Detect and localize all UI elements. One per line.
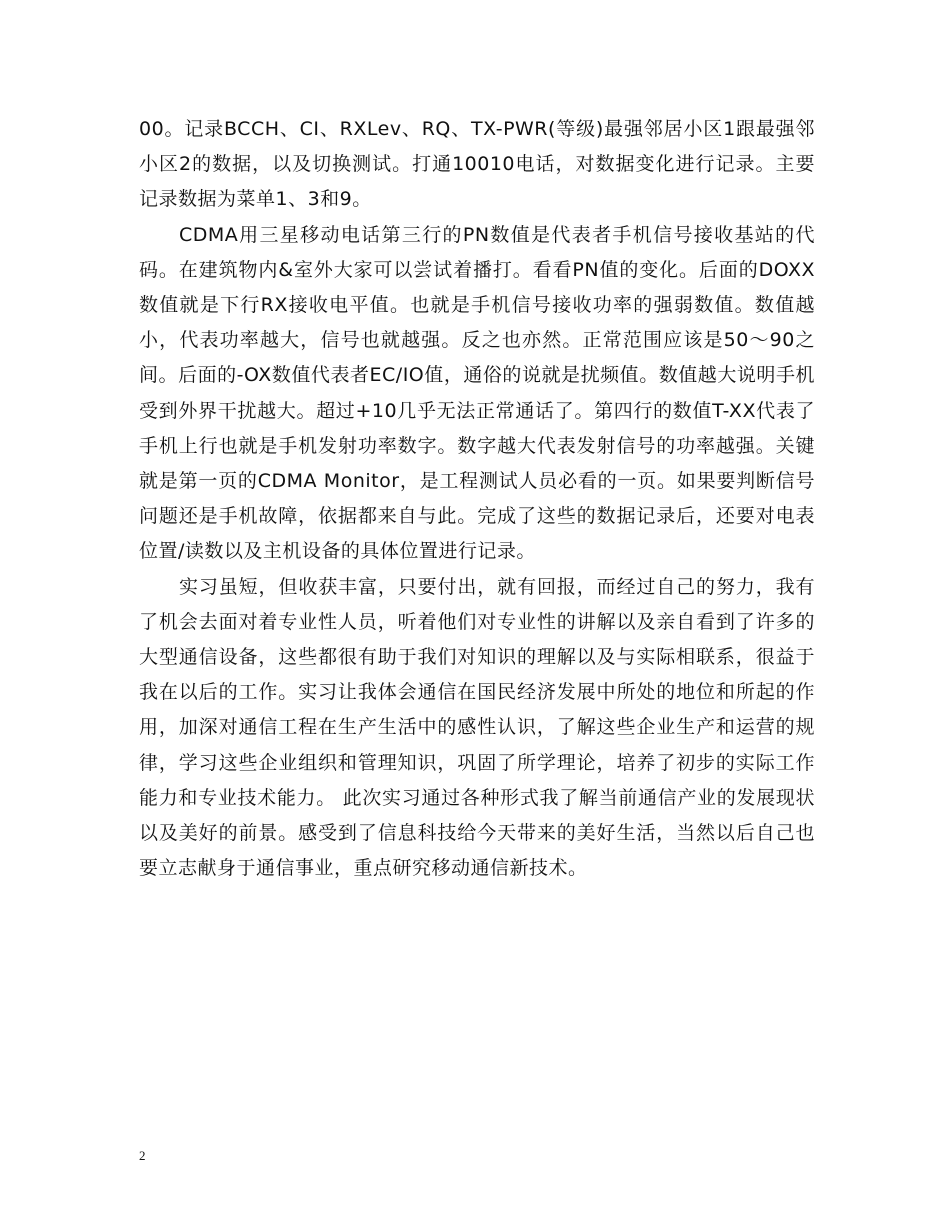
paragraph-internship-summary: 实习虽短，但收获丰富，只要付出，就有回报，而经过自己的努力，我有了机会去面对着专业性人员，听着他们对专业性的讲解以及亲自看到了许多的大型通信设备，这些都很有助于我们对知识的理解以及与实际相联系，很益于我在以后的工作。实习让我体会通信在国民经济发展中所处的地位和所起的作用，加深对通信工程在生产生活中的感性认识，了解这些企业生产和运营的规律，学习这些企业组织和管理知识，巩固了所学理论，培养了初步的实际工作能力和专业技术能力。 此次实习通过各种形式我了解当前通信产业的发展现状以及美好的前景。感受到了信息科技给今天带来的美好生活，当然以后自己也要立志献身于通信事业，重点研究移动通信新技术。 <box>139 575 815 880</box>
page-number: 2 <box>139 1148 146 1163</box>
paragraph-continuation: 00。记录BCCH、CI、RXLev、RQ、TX-PWR(等级)最强邻居小区1跟最强邻小区2的数据，以及切换测试。打通10010电话，对数据变化进行记录。主要记录数据为菜单1、3和9。 <box>139 118 815 211</box>
paragraph-cdma-monitor: CDMA用三星移动电话第三行的PN数值是代表者手机信号接收基站的代码。在建筑物内&室外大家可以尝试着播打。看看PN值的变化。后面的DOXX数值就是下行RX接收电平值。也就是手机信号接收功率的强弱数值。数值越小，代表功率越大，信号也就越强。反之也亦然。正常范围应该是50～90之间。后面的-OX数值代表者EC/IO值，通俗的说就是扰频值。数值越大说明手机受到外界干扰越大。超过+10几乎无法正常通话了。第四行的数值T-XX代表了手机上行也就是手机发射功率数字。数字越大代表发射信号的功率越强。关键就是第一页的CDMA Monitor，是工程测试人员必看的一页。如果要判断信号问题还是手机故障，依据都来自与此。完成了这些的数据记录后，还要对电表位置/读数以及主机设备的具体位置进行记录。 <box>139 223 815 563</box>
document-body <box>139 112 815 886</box>
